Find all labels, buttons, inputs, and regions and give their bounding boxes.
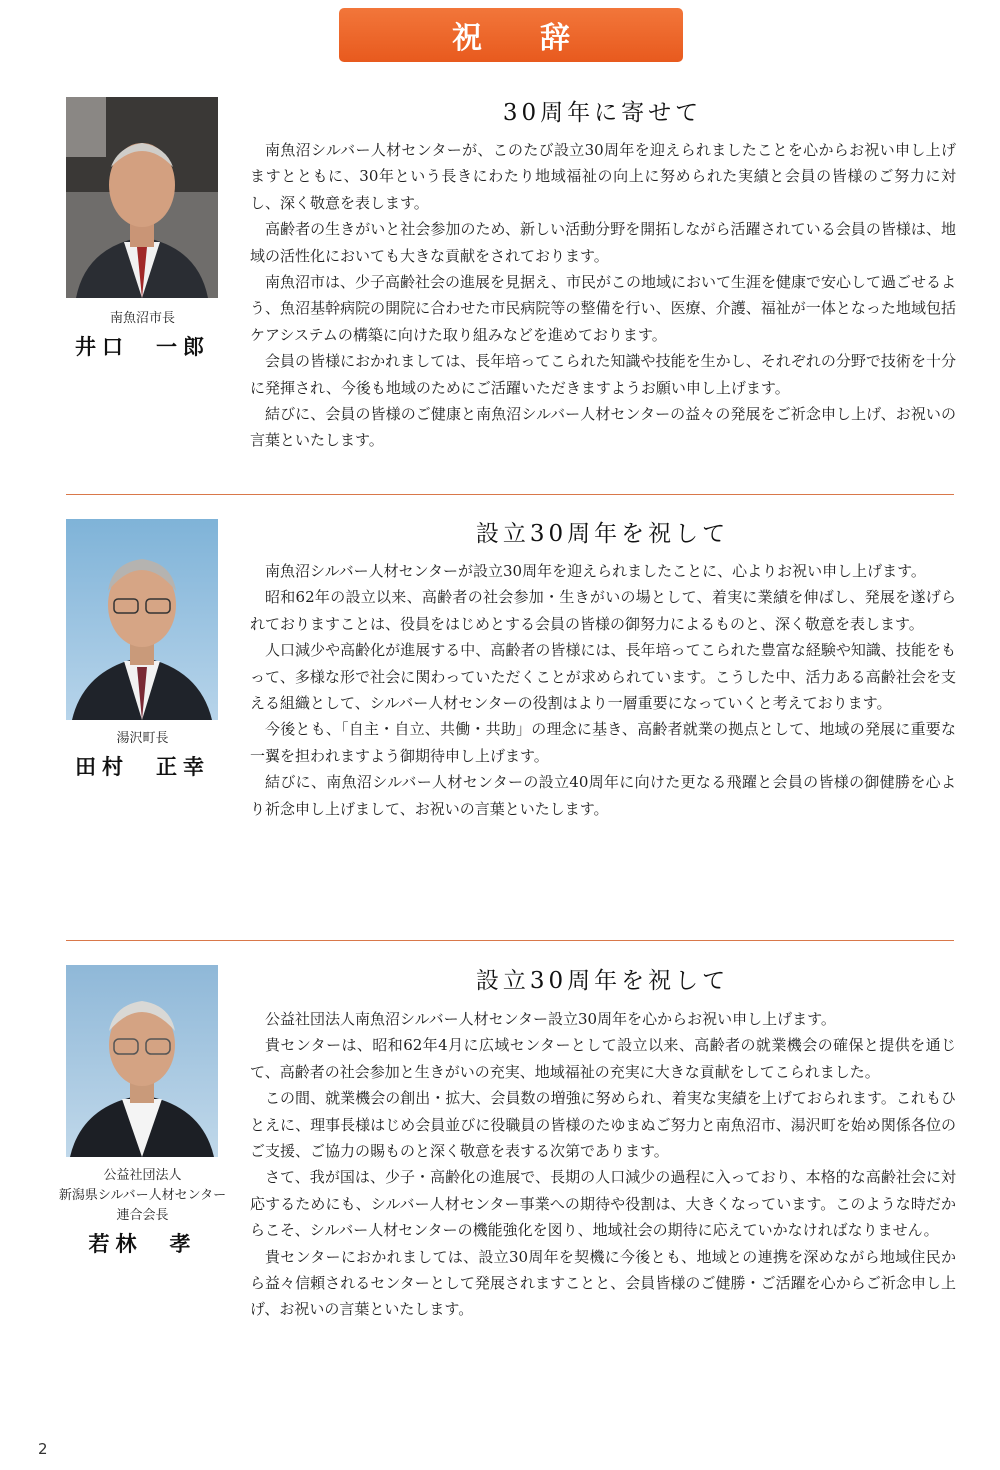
paragraph: 南魚沼シルバー人材センターが設立30周年を迎えられましたことに、心よりお祝い申し上げます。 (265, 562, 926, 580)
speaker-name: 若林 孝 (88, 1232, 197, 1256)
speaker-caption-3 (55, 1166, 230, 1258)
paragraph: 南魚沼市は、少子高齢社会の進展を見据え、市民がこの地域において生涯を健康で安心して過ごせるよう、魚沼基幹病院の開院に合わせた市民病院等の整備を行い、医療、介護、福祉が一体となった地域包括ケアシステムの構築に向けた取り組みなどを進めております。 (250, 273, 956, 344)
page-number: 2 (38, 1440, 48, 1458)
section-body-1 (250, 137, 956, 454)
speaker-title: 湯沢町長 (116, 731, 169, 746)
section-heading-1: 30周年に寄せて (502, 100, 703, 126)
paragraph: 結びに、会員の皆様のご健康と南魚沼シルバー人材センターの益々の発展をご祈念申し上げ、お祝いの言葉といたします。 (250, 405, 956, 450)
paragraph: 人口減少や高齢化が進展する中、高齢者の皆様には、長年培ってこられた豊富な経験や知識、技能をもって、多様な形で社会に関わっていただくことが求められています。こうした中、活力ある高齢社会を支える組織として、シルバー人材センターの役割はより一層重要になっていくと考えております。 (250, 641, 956, 713)
portrait-photo-3 (66, 965, 218, 1157)
paragraph: 会員の皆様におかれましては、長年培ってこられた知識や技能を生かし、それぞれの分野で技術を十分に発揮され、今後も地域のためにご活躍いただきますようお願い申し上げます。 (250, 352, 956, 397)
paragraph: 貴センターは、昭和62年4月に広域センターとして設立以来、高齢者の就業機会の確保と提供を通じて、高齢者の社会参加と生きがいの充実、地域福祉の充実に大きな貢献をしてこられました。 (250, 1036, 956, 1081)
section-heading-3: 設立30周年を祝して (475, 968, 730, 994)
paragraph: 結びに、南魚沼シルバー人材センターの設立40周年に向けた更なる飛躍と会員の皆様の御健勝を心より祈念申し上げまして、お祝いの言葉といたします。 (250, 773, 956, 818)
paragraph: 高齢者の生きがいと社会参加のため、新しい活動分野を開拓しながら活躍されている会員の皆様は、地域の活性化においても大きな貢献をされております。 (250, 220, 956, 265)
title-banner (339, 8, 683, 62)
section-divider (66, 940, 954, 941)
paragraph: この間、就業機会の創出・拡大、会員数の増強に努められ、着実な実績を上げておられます。これもひとえに、理事長様はじめ会員並びに役職員の皆様のたゆまぬご努力と南魚沼市、湯沢町を始め関係各位のご支援、ご協力の賜ものと深く敬意を表する次第であります。 (250, 1089, 956, 1161)
paragraph: さて、我が国は、少子・高齢化の進展で、長期の人口減少の過程に入っており、本格的な高齢社会に対応するためにも、シルバー人材センター事業への期待や役割は、大きくなっています。このような時だからこそ、シルバー人材センターの機能強化を図り、地域社会の期待に応えていかなければなりません。 (250, 1168, 956, 1240)
section-heading-2: 設立30周年を祝して (475, 521, 730, 547)
paragraph: 南魚沼シルバー人材センターが、このたび設立30周年を迎えられましたことを心からお祝い申し上げますとともに、30年という長きにわたり地域福祉の向上に努められた実績と会員の皆様のご努力に対し、深く敬意を表します。 (250, 141, 956, 212)
page-title: 祝 辞 (452, 21, 584, 56)
section-body-2 (250, 558, 956, 822)
speaker-title: 連合会長 (116, 1208, 169, 1223)
speaker-caption-1 (55, 309, 230, 361)
section-divider (66, 494, 954, 495)
portrait-photo-2 (66, 519, 218, 720)
speaker-name: 井口 一郎 (75, 335, 210, 359)
paragraph: 公益社団法人南魚沼シルバー人材センター設立30周年を心からお祝い申し上げます。 (265, 1010, 836, 1028)
speaker-title: 新潟県シルバー人材センター (58, 1188, 227, 1203)
paragraph: 貴センターにおかれましては、設立30周年を契機に今後とも、地域との連携を深めながら地域住民から益々信頼されるセンターとして発展されますことと、会員皆様のご健勝・ご活躍を心からご祈念申し上げ、お祝いの言葉といたします。 (250, 1247, 956, 1319)
section-body-3 (250, 1006, 956, 1323)
portrait-photo-1 (66, 97, 218, 298)
speaker-caption-2 (55, 729, 230, 781)
speaker-name: 田村 正幸 (75, 755, 210, 779)
speaker-title: 公益社団法人 (103, 1168, 182, 1183)
paragraph: 今後とも、「自主・自立、共働・共助」の理念に基き、高齢者就業の拠点として、地域の発展に重要な一翼を担われますよう御期待申し上げます。 (250, 720, 956, 765)
speaker-title: 南魚沼市長 (109, 311, 175, 326)
paragraph: 昭和62年の設立以来、高齢者の社会参加・生きがいの場として、着実に業績を伸ばし、発展を遂げられておりますことは、役員をはじめとする会員の皆様の御努力によるものと、深く敬意を表します。 (250, 588, 956, 633)
